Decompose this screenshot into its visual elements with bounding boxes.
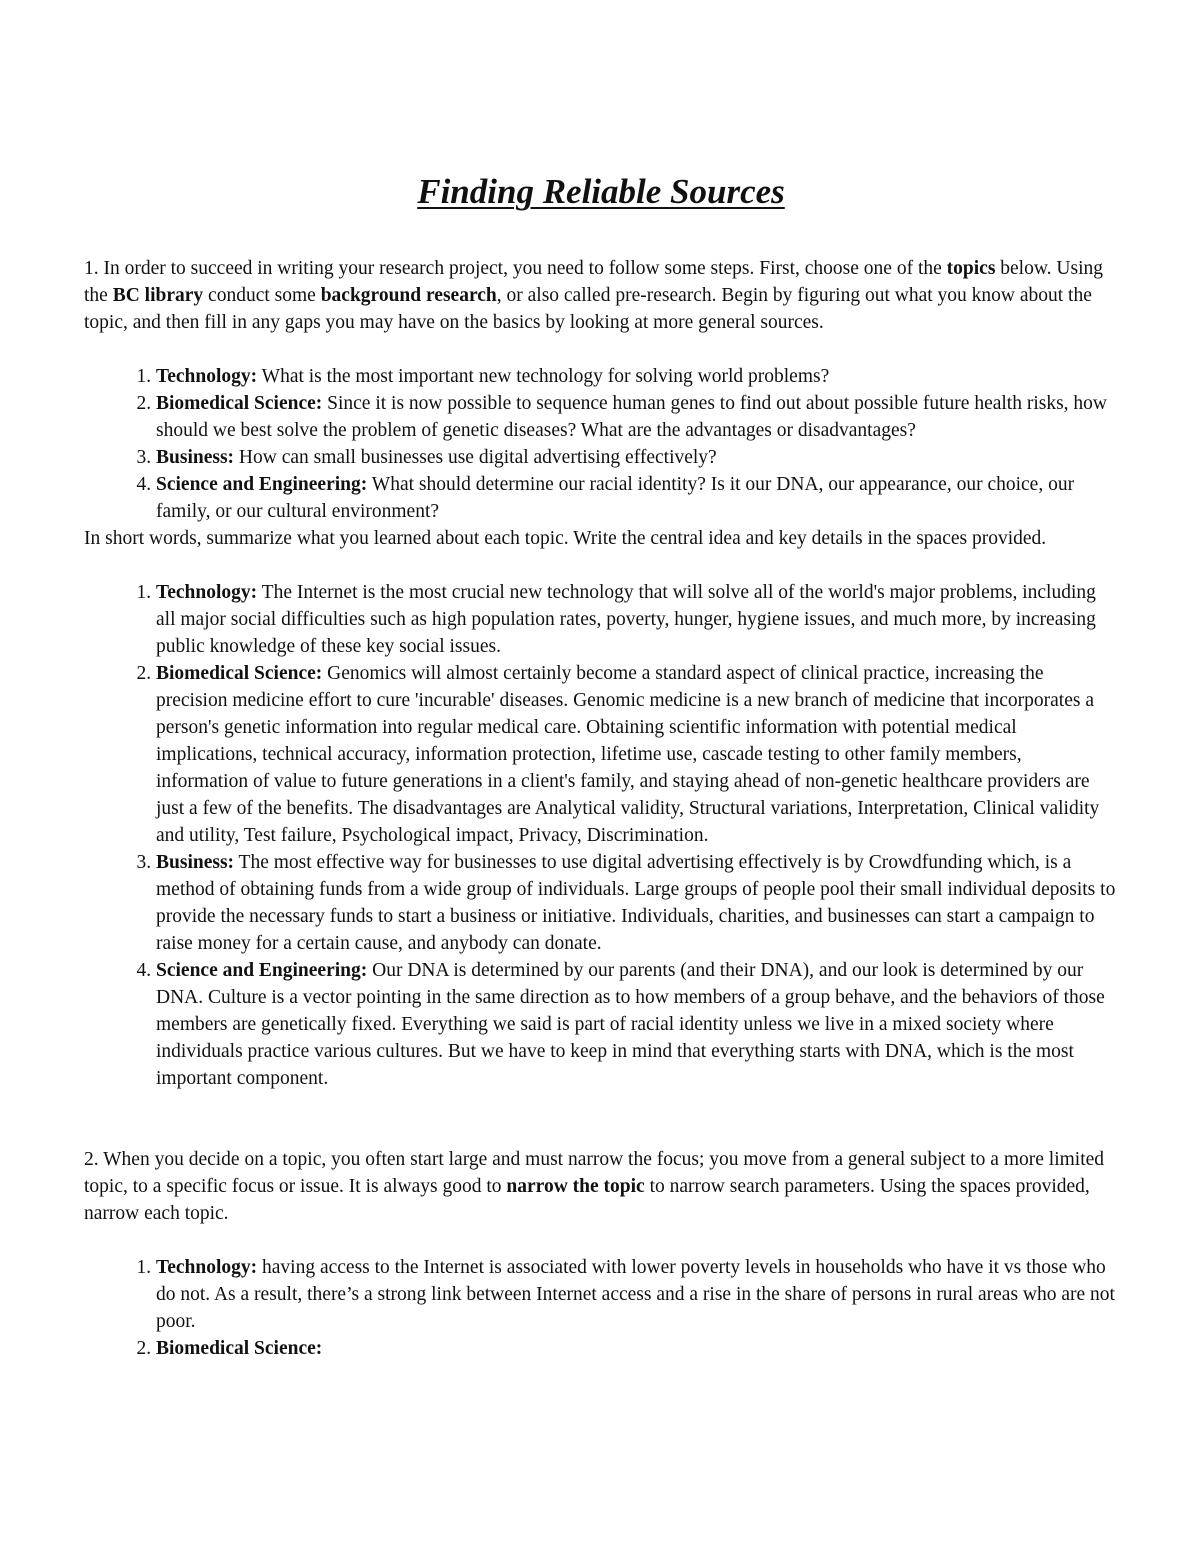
- item-label: Science and Engineering:: [156, 960, 368, 981]
- list-item: [156, 1335, 1118, 1362]
- item-text: What should determine our racial identity? Is it our DNA, our appearance, our choice, our family, or our cultural environment?: [156, 474, 1075, 522]
- list-item: [156, 1254, 1118, 1335]
- item-label: Technology:: [156, 1257, 258, 1278]
- intro-text: to narrow search parameters. Using the spaces provided, narrow each topic.: [84, 1176, 1090, 1224]
- item-label: Science and Engineering:: [156, 474, 368, 495]
- intro-bold-topics: topics: [946, 258, 996, 279]
- narrow-list: [84, 1254, 1118, 1362]
- topic-list: [84, 363, 1118, 525]
- summary-prompt: In short words, summarize what you learned about each topic. Write the central idea and key details in the spaces provided.: [84, 528, 1047, 549]
- intro-text: 2. When you decide on a topic, you often start large and must narrow the focus; you move from a general subject to a more limited topic, to a specific focus or issue. It is always good to: [84, 1149, 1105, 1197]
- item-text: What is the most important new technology for solving world problems?: [257, 366, 830, 387]
- list-item: [156, 849, 1118, 957]
- item-label: Business:: [156, 447, 235, 468]
- intro-bold-narrow: narrow the topic: [506, 1176, 645, 1197]
- page-title: Finding Reliable Sources: [417, 172, 785, 211]
- list-item: [156, 957, 1118, 1092]
- answer-list: [84, 579, 1118, 1092]
- intro-text: , or also called pre-research. Begin by figuring out what you know about the topic, and then fill in any gaps you may have on the basics by looking at more general sources.: [84, 285, 1092, 333]
- item-text: Genomics will almost certainly become a standard aspect of clinical practice, increasing the precision medicine effort to cure 'incurable' diseases. Genomic medicine is a new branch of medicine that incorporates a person's genetic information into regular medical care. Obtaining scientific information with potential medical implications, technical accuracy, information protection, lifetime use, cascade testing to other family members, information of value to future generations in a client's family, and staying ahead of non-genetic healthcare providers are just a few of the benefits. The disadvantages are Analytical validity, Structural variations, Interpretation, Clinical validity and utility, Test failure, Psychological impact, Privacy, Discrimination.: [156, 663, 1100, 846]
- intro-bold-library: BC library: [112, 285, 204, 306]
- intro-text: below. Using the: [84, 258, 1104, 306]
- intro-bold-research: background research: [320, 285, 497, 306]
- item-label: Biomedical Science:: [156, 393, 323, 414]
- item-text: The Internet is the most crucial new technology that will solve all of the world's major problems, including all major social difficulties such as high population rates, poverty, hunger, hygiene issues, and much more, by increasing public knowledge of these key social issues.: [156, 582, 1096, 657]
- list-item: [156, 363, 1118, 390]
- section1-intro: [84, 255, 1118, 336]
- list-item: [156, 390, 1118, 444]
- item-label: Technology:: [156, 582, 258, 603]
- item-label: Biomedical Science:: [156, 1338, 323, 1359]
- item-text: How can small businesses use digital advertising effectively?: [234, 447, 717, 468]
- section2-intro: [84, 1146, 1118, 1227]
- intro-text: conduct some: [203, 285, 321, 306]
- list-item: [156, 579, 1118, 660]
- item-text: The most effective way for businesses to use digital advertising effectively is by Crowdfunding which, is a method of obtaining funds from a wide group of individuals. Large groups of people pool their small individual deposits to provide the necessary funds to start a business or initiative. Individuals, charities, and businesses can start a campaign to raise money for a certain cause, and anybody can donate.: [156, 852, 1116, 954]
- list-item: [156, 660, 1118, 849]
- item-text: Since it is now possible to sequence human genes to find out about possible future health risks, how should we best solve the problem of genetic diseases? What are the advantages or disadvantages?: [156, 393, 1108, 441]
- item-text: Our DNA is determined by our parents (and their DNA), and our look is determined by our DNA. Culture is a vector pointing in the same direction as to how members of a group behave, and the behaviors of those members are genetically fixed. Everything we said is part of racial identity unless we live in a mixed society where individuals practice various cultures. But we have to keep in mind that everything starts with DNA, which is the most important component.: [156, 960, 1105, 1089]
- intro-text: 1. In order to succeed in writing your research project, you need to follow some steps. First, choose one of the: [84, 258, 947, 279]
- list-item: [156, 444, 1118, 471]
- item-label: Biomedical Science:: [156, 663, 323, 684]
- item-label: Technology:: [156, 366, 258, 387]
- item-text: having access to the Internet is associated with lower poverty levels in households who have it vs those who do not. As a result, there’s a strong link between Internet access and a rise in the share of persons in rural areas who are not poor.: [156, 1257, 1115, 1332]
- list-item: [156, 471, 1118, 525]
- item-label: Business:: [156, 852, 235, 873]
